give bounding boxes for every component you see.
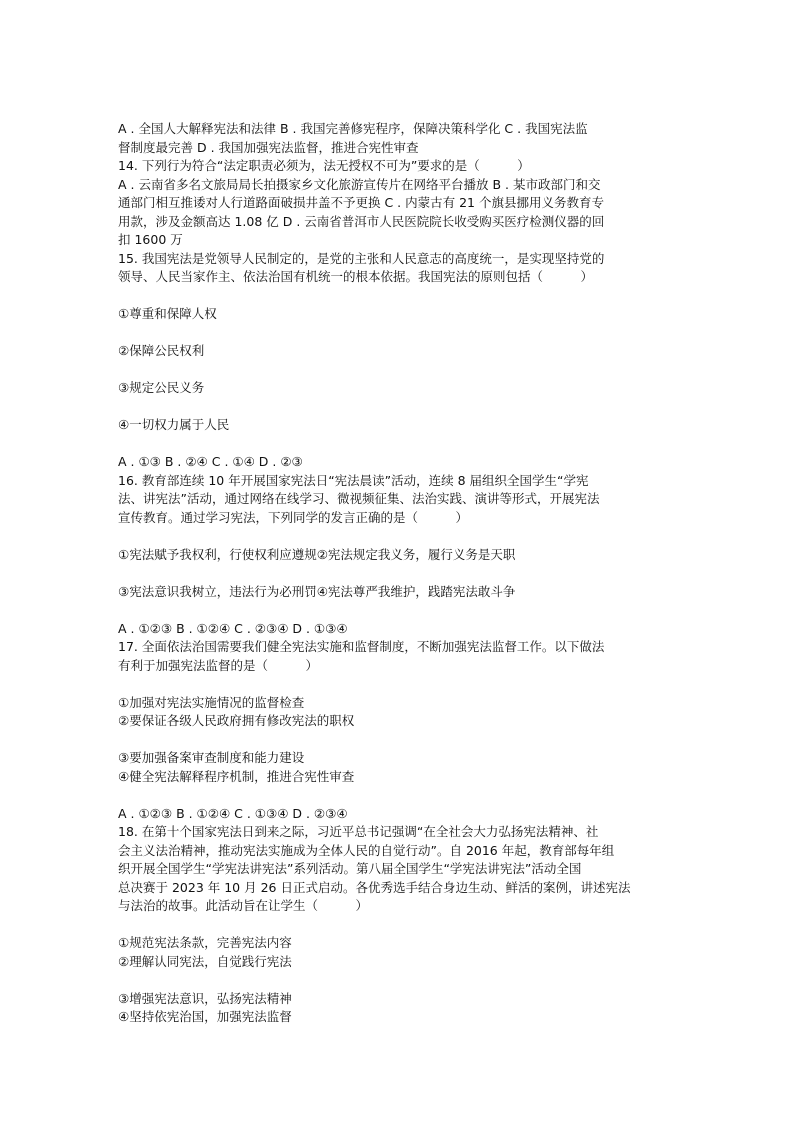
exam-page: [118, 120, 678, 1027]
q15-item-4: ④一切权力属于人民: [118, 417, 230, 432]
q15-options: A . ①③ B . ②④ C . ①④ D . ②③: [118, 454, 303, 469]
q13-options-line-2: 督制度最完善 D . 我国加强宪法监督，推进合宪性审查: [118, 139, 419, 155]
q18-stem-line-1: 18. 在第十个国家宪法日到来之际，习近平总书记强调“在全社会大力弘扬宪法精神、社: [118, 824, 599, 839]
q18-item-3: ③增强宪法意识，弘扬宪法精神: [118, 990, 292, 1006]
q18-item-4: ④坚持依宪治国，加强宪法监督: [118, 1009, 292, 1024]
q15-stem-line-1: 15. 我国宪法是党领导人民制定的，是党的主张和人民意志的高度统一，是实现坚持党的: [118, 250, 605, 266]
q15-item-3: ③规定公民义务: [118, 380, 205, 395]
q14-stem: 14. 下列行为符合“法定职责必须为，法无授权不可为”要求的是（ ）: [118, 158, 530, 173]
q14-options-line-2: 通部门相互推诿对人行道路面破损井盖不予更换 C . 内蒙古有 21 个旗县挪用义务教育专: [118, 195, 604, 210]
q17-stem-line-1: 17. 全面依法治国需要我们健全宪法实施和监督制度，不断加强宪法监督工作。以下做法: [118, 639, 605, 654]
q13-options-line-1: A . 全国人大解释宪法和法律 B . 我国完善修宪程序，保障决策科学化 C . 我国宪法监: [118, 121, 588, 136]
q14-options-line-3: 用款，涉及金额高达 1.08 亿 D . 云南省普洱市人民医院院长收受购买医疗检测仪器的回: [118, 213, 605, 229]
q18-stem-line-2: 会主义法治精神，推动宪法实施成为全体人民的自觉行动”。自 2016 年起，教育部每年组: [118, 842, 615, 858]
q17-item-3: ③要加强备案审查制度和能力建设: [118, 750, 305, 765]
q15-item-1: ①尊重和保障人权: [118, 306, 217, 321]
q17-options: A . ①②③ B . ①②④ C . ①③④ D . ②③④: [118, 805, 348, 821]
q14-options-line-4: 扣 1600 万: [118, 232, 183, 247]
q17-item-4: ④健全宪法解释程序机制，推进合宪性审查: [118, 768, 355, 784]
q18-item-1: ①规范宪法条款，完善宪法内容: [118, 935, 292, 950]
q18-stem-line-3: 织开展全国学生“学宪法讲宪法”系列活动。第八届全国学生“学宪法讲宪法”活动全国: [118, 861, 582, 876]
q15-stem-line-2: 领导、人民当家作主、依法治国有机统一的根本依据。我国宪法的原则包括（ ）: [118, 269, 594, 284]
q14-options-line-1: A . 云南省多名文旅局局长拍摄家乡文化旅游宣传片在网络平台播放 B . 某市政部门和交: [118, 176, 601, 192]
q16-stem-line-2: 法、讲宪法”活动，通过网络在线学习、微视频征集、法治实践、演讲等形式，开展宪法: [118, 491, 600, 506]
q18-item-2: ②理解认同宪法，自觉践行宪法: [118, 953, 292, 969]
q18-stem-line-4: 总决赛于 2023 年 10 月 26 日正式启动。各优秀选手结合身边生动、鲜活的案例，讲述宪法: [118, 879, 631, 895]
q15-item-2: ②保障公民权利: [118, 343, 205, 358]
q16-items-line-2: ③宪法意识我树立，违法行为必刑罚④宪法尊严我维护，践踏宪法敢斗争: [118, 583, 516, 599]
q16-items-line-1: ①宪法赋予我权利，行使权利应遵规②宪法规定我义务，履行义务是天职: [118, 546, 516, 562]
q16-options: A . ①②③ B . ①②④ C . ②③④ D . ①③④: [118, 620, 348, 636]
q17-item-1: ①加强对宪法实施情况的监督检查: [118, 694, 305, 710]
q18-stem-line-5: 与法治的故事。此活动旨在让学生（ ）: [118, 898, 369, 913]
q17-stem-line-2: 有利于加强宪法监督的是（ ）: [118, 657, 319, 673]
q17-item-2: ②要保证各级人民政府拥有修改宪法的职权: [118, 713, 355, 728]
q16-stem-line-1: 16. 教育部连续 10 年开展国家宪法日“宪法晨读”活动，连续 8 届组织全国学生“学宪: [118, 472, 589, 488]
q16-stem-line-3: 宣传教育。通过学习宪法，下列同学的发言正确的是（ ）: [118, 509, 469, 525]
